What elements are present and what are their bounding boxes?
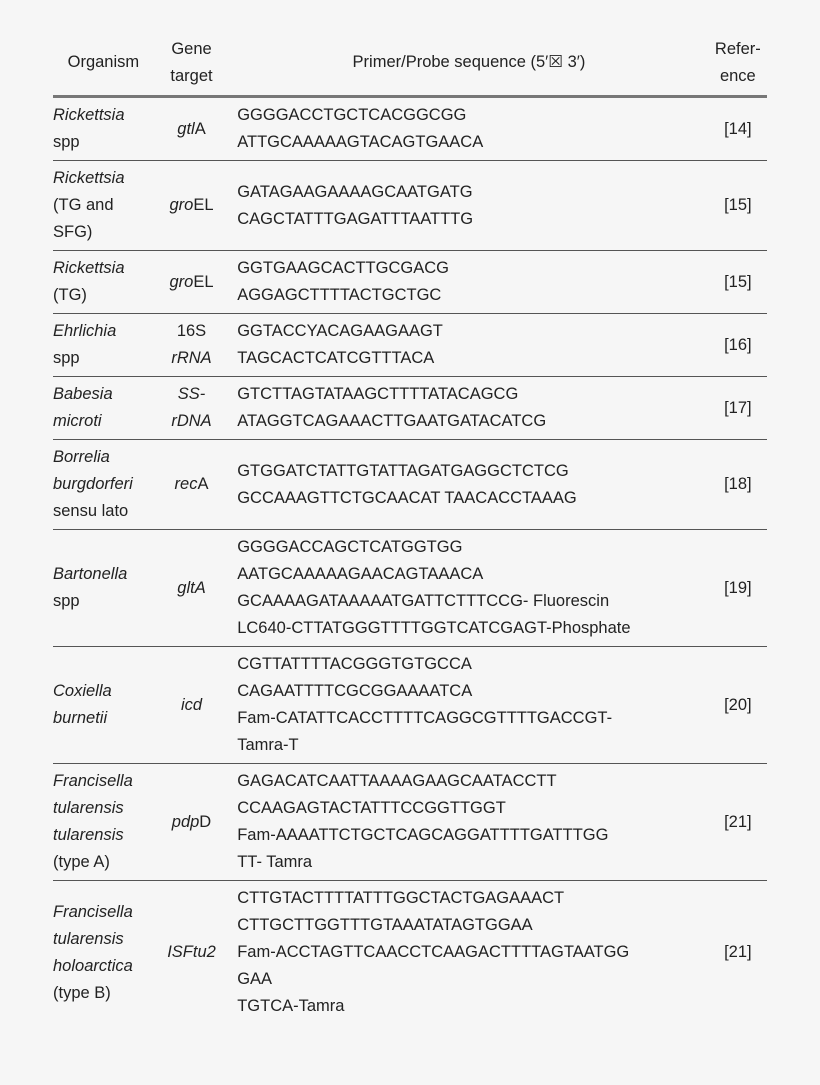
reference-cell: [20] [709,647,767,764]
sequence-line: CAGAATTTTCGCGGAAAATCA [237,682,473,700]
sequence-line: CAGCTATTTGAGATTTAATTTG [237,209,474,228]
organism-cell [53,530,154,647]
organism-cell [53,251,154,314]
sequence-cell [229,764,708,881]
header-sequence [229,30,708,97]
organism-line: holoarctica [53,956,133,975]
reference-cell: [19] [709,530,767,647]
gene-target-cell [154,377,229,440]
gene-line [154,408,229,435]
sequence-line: ATAGGTCAGAAACTTGAATGATACATCG [237,412,547,430]
organism-line: spp [53,133,80,151]
gene-part: gltA [177,578,206,597]
sequence-cell [229,440,708,530]
gene-part: A [194,119,206,138]
reference-cell: [21] [724,943,752,961]
sequence-line: AGGAGCTTTTACTGCTGC [237,286,442,304]
sequence-line: TT- Tamra [237,853,313,871]
table-row [53,97,767,161]
gene-target-cell [154,440,229,530]
sequence-line: AATGCAAAAAGAACAGTAAACA [237,565,484,583]
table-row [53,251,767,314]
organism-line: tularensis [53,826,124,844]
gene-part: EL [193,196,214,214]
gene-target-cell [154,251,229,314]
gene-line [154,269,229,296]
gene-part: D [199,812,212,831]
organism-cell [53,881,154,1025]
organism-line: (TG and [53,196,114,214]
reference-cell: [14] [709,97,767,161]
sequence-line: GCAAAAGATAAAAATGATTCTTTCCG- Fluorescin [237,592,610,610]
reference-cell: [21] [709,764,767,881]
sequence-cell [229,251,708,314]
sequence-line: GTCTTAGTATAAGCTTTTATACAGCG [237,385,519,403]
header-row [53,30,767,97]
organism-line: Ehrlichia [53,322,117,340]
primer-table [53,30,767,1024]
gene-target-cell [154,881,229,1025]
table-body [53,97,767,1025]
table-row [53,440,767,530]
organism-line: Bartonella [53,565,128,583]
organism-line: spp [53,592,80,610]
sequence-line: Fam-ACCTAGTTCAACCTCAAGACTTTTAGTAATGG [237,943,630,961]
reference-cell: [16] [709,314,767,377]
sequence-line: GGTGAAGCACTTGCGACG [237,259,449,277]
gene-part: EL [193,272,214,291]
sequence-cell [229,161,708,251]
reference-cell: [17] [709,377,767,440]
sequence-line: Fam-CATATTCACCTTTTCAGGCGTTTTGACCGT- [237,709,613,727]
organism-cell [53,647,154,764]
table-row [53,314,767,377]
organism-line: burnetii [53,709,108,727]
sequence-line: CTTGTACTTTTATTTGGCTACTGAGAAACT [237,889,565,907]
gene-target-cell [154,314,229,377]
sequence-line: GTGGATCTATTGTATTAGATGAGGCTCTCG [237,461,569,480]
gene-part: gro [169,196,194,214]
gene-part: ISFtu2 [167,943,216,961]
reference-cell: [15] [709,251,767,314]
gene-target-cell [154,161,229,251]
sequence-line: GGGGACCTGCTCACGGCGG [237,106,467,124]
gene-line [154,692,229,719]
sequence-line: GGTACCYACAGAAGAAGT [237,322,443,340]
sequence-cell [229,314,708,377]
header-gene-target [154,30,229,97]
header-ref-line1: Refer- [714,39,761,58]
organism-line: Francisella [53,772,133,790]
sequence-cell [229,530,708,647]
gene-line [154,939,229,966]
gene-part: rDNA [171,412,212,430]
organism-line: (type B) [53,983,111,1002]
sequence-line: ATTGCAAAAAGTACAGTGAACA [237,133,484,151]
header-ref-line2: ence [719,66,756,85]
gene-line [154,192,229,219]
table-row [53,764,767,881]
organism-line: Rickettsia [53,106,125,124]
gene-part: icd [180,695,203,714]
reference-cell: [15] [709,161,767,251]
table-row [53,530,767,647]
gene-line [154,345,229,372]
sequence-cell [229,97,708,161]
organism-line: (type A) [53,853,110,871]
organism-line: Francisella [53,902,133,921]
organism-line: tularensis [53,929,124,948]
gene-part: gtl [177,119,195,138]
sequence-line: GAA [237,970,273,988]
gene-line [154,809,229,836]
sequence-line: Tamra-T [237,736,299,754]
sequence-cell [229,377,708,440]
gene-line [154,381,229,408]
organism-line: Rickettsia [53,169,125,187]
gene-target-cell [154,530,229,647]
organism-line: Borrelia [53,448,110,466]
sequence-line: CTTGCTTGGTTTGTAAATATAGTGGAA [237,916,533,934]
organism-cell [53,314,154,377]
gene-part: A [197,475,209,493]
sequence-line: LC640-CTTATGGGTTTTGGTCATCGAGT-Phosphate [237,619,631,637]
header-gene-line2: target [170,66,213,85]
sequence-cell [229,881,708,1025]
sequence-line: Fam-AAAATTCTGCTCAGCAGGATTTTGATTTGG [237,826,609,844]
gene-part: 16S [176,322,207,340]
sequence-line: CGTTATTTTACGGGTGTGCCA [237,655,472,673]
organism-line: sensu lato [53,502,129,520]
gene-target-cell [154,647,229,764]
table-row [53,881,767,1025]
organism-line: Coxiella [53,682,112,700]
gene-line [154,575,229,602]
gene-target-cell [154,97,229,161]
sequence-line: GCCAAAGTTCTGCAACAT TAACACCTAAAG [237,488,577,507]
header-organism-label: Organism [67,53,140,71]
organism-cell [53,440,154,530]
table-row [53,377,767,440]
organism-line: SFG) [53,223,93,241]
gene-part: gro [169,272,194,291]
organism-cell [53,377,154,440]
table-row [53,161,767,251]
sequence-line: CCAAGAGTACTATTTCCGGTTGGT [237,799,506,817]
gene-target-cell [154,764,229,881]
reference-cell: [18] [709,440,767,530]
gene-part: rRNA [171,349,212,367]
organism-line: Rickettsia [53,259,125,277]
header-sequence-label: Primer/Probe sequence (5′☒ 3′) [352,53,586,71]
organism-cell [53,161,154,251]
header-gene-line1: Gene [171,39,212,58]
organism-line: burgdorferi [53,475,133,493]
sequence-line: TGTCA-Tamra [237,997,345,1015]
gene-line [154,318,229,345]
sequence-line: GGGGACCAGCTCATGGTGG [237,538,463,556]
organism-line: microti [53,412,102,430]
organism-cell [53,97,154,161]
organism-line: (TG) [53,286,87,304]
organism-line: Babesia [53,385,113,403]
gene-line [154,116,229,143]
organism-line: tularensis [53,799,124,817]
sequence-cell [229,647,708,764]
header-reference [709,30,767,97]
gene-part: SS- [177,385,206,403]
table-row [53,647,767,764]
gene-line [154,471,229,498]
sequence-line: TAGCACTCATCGTTTACA [237,349,435,367]
sequence-line: GAGACATCAATTAAAAGAAGCAATACCTT [237,772,557,790]
gene-part: pdp [171,812,200,831]
sequence-line: GATAGAAGAAAAGCAATGATG [237,182,473,201]
organism-line: spp [53,349,80,367]
header-organism [53,30,154,97]
organism-cell [53,764,154,881]
gene-part: rec [174,475,198,493]
